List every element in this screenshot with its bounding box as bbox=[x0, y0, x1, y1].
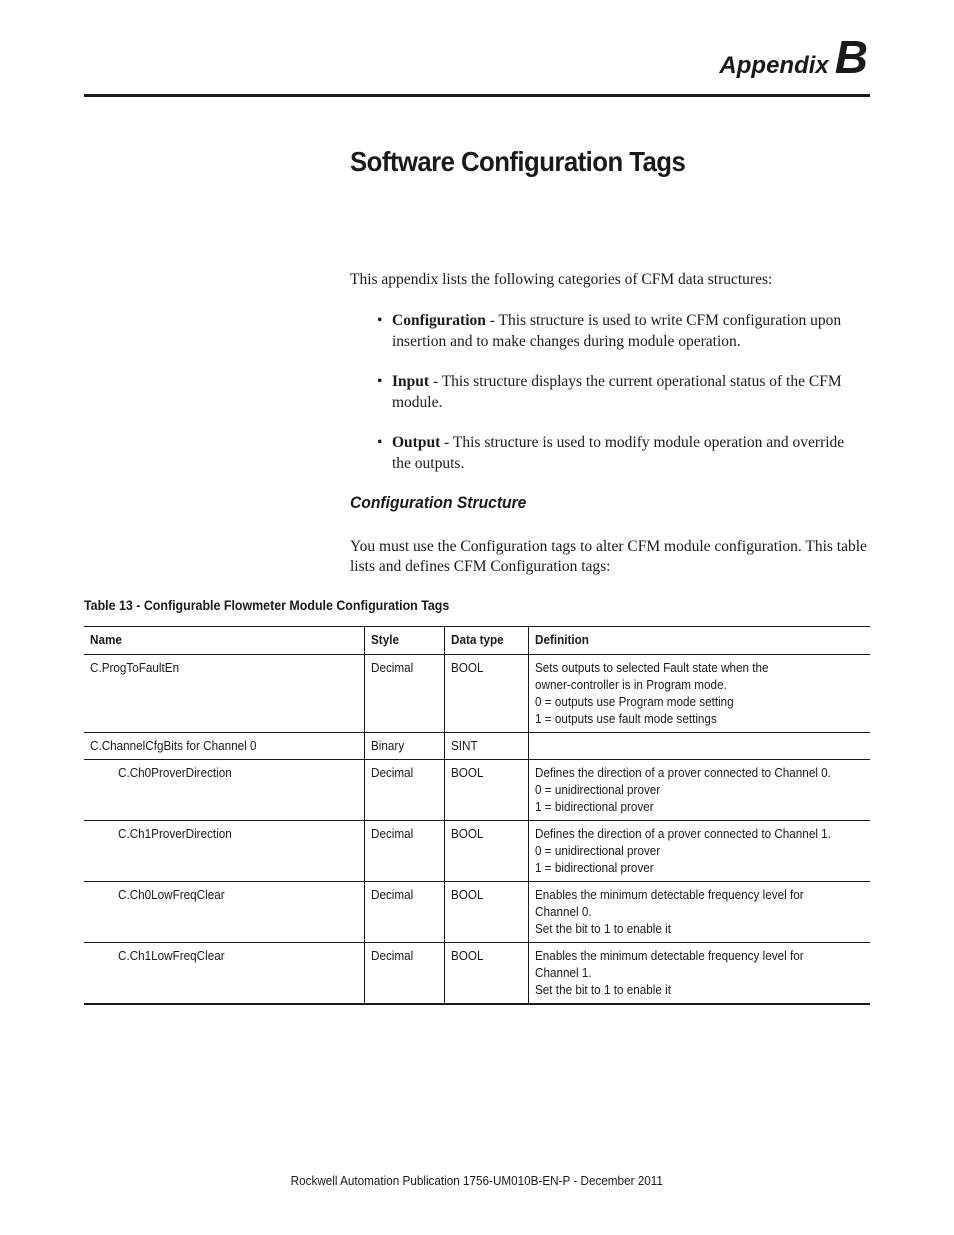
table-row bbox=[84, 655, 870, 733]
cell-name: C.ProgToFaultEn bbox=[84, 655, 364, 733]
publication-info: Rockwell Automation Publication 1756-UM010B-EN-P - December 2011 bbox=[290, 1173, 664, 1188]
table-row bbox=[84, 882, 870, 943]
bullet-icon: • bbox=[377, 373, 383, 390]
cell-type: BOOL bbox=[444, 760, 528, 821]
bullet-term: Configuration bbox=[392, 312, 486, 329]
cell-name: C.Ch1LowFreqClear bbox=[84, 943, 364, 1005]
cell-style: Binary bbox=[364, 733, 444, 760]
cell-name: C.Ch1ProverDirection bbox=[84, 821, 364, 882]
appendix-label: Appendix bbox=[719, 52, 829, 79]
cell-type: BOOL bbox=[444, 882, 528, 943]
table-row bbox=[84, 821, 870, 882]
cell-style: Decimal bbox=[364, 943, 444, 1005]
bullet-icon: • bbox=[377, 434, 383, 451]
cell-definition: Enables the minimum detectable frequency level for Channel 1. Set the bit to 1 to enable it bbox=[528, 943, 870, 1005]
cell-style: Decimal bbox=[364, 882, 444, 943]
header-definition: Definition bbox=[528, 627, 870, 655]
bullet-icon: • bbox=[377, 312, 383, 329]
cell-definition bbox=[528, 733, 870, 760]
cell-type: BOOL bbox=[444, 655, 528, 733]
cell-style: Decimal bbox=[364, 655, 444, 733]
bullet-term: Output bbox=[392, 434, 441, 451]
table-row bbox=[84, 733, 870, 760]
appendix-letter: B bbox=[834, 31, 868, 83]
table-caption: Table 13 - Configurable Flowmeter Module Configuration Tags bbox=[84, 598, 450, 613]
cell-type: SINT bbox=[444, 733, 528, 760]
list-item-configuration bbox=[377, 310, 857, 352]
table-row bbox=[84, 943, 870, 1005]
table-header-row bbox=[84, 627, 870, 655]
category-list bbox=[377, 310, 857, 493]
cell-type: BOOL bbox=[444, 821, 528, 882]
cell-name: C.ChannelCfgBits for Channel 0 bbox=[84, 733, 364, 760]
bullet-term: Input bbox=[392, 373, 430, 390]
configuration-tags-table bbox=[84, 626, 870, 1005]
section-paragraph: You must use the Configuration tags to alter CFM module configuration. This table lists and defines CFM Configuration tags: bbox=[350, 538, 867, 575]
bullet-text: - This structure is used to modify module operation and override the outputs. bbox=[392, 434, 845, 472]
bullet-text: - This structure displays the current operational status of the CFM module. bbox=[392, 373, 842, 411]
page-footer bbox=[0, 1173, 954, 1188]
cell-name: C.Ch0LowFreqClear bbox=[84, 882, 364, 943]
cell-definition: Defines the direction of a prover connected to Channel 1. 0 = unidirectional prover 1 = bidirectional prover bbox=[528, 821, 870, 882]
table-row bbox=[84, 760, 870, 821]
list-item-input bbox=[377, 371, 857, 413]
bullet-text: - This structure is used to write CFM configuration upon insertion and to make changes during module operation. bbox=[392, 312, 842, 350]
list-item-output bbox=[377, 432, 857, 474]
header-rule bbox=[84, 94, 870, 97]
appendix-header bbox=[719, 30, 868, 84]
header-name: Name bbox=[84, 627, 364, 655]
section-subheading: Configuration Structure bbox=[350, 493, 527, 512]
intro-text: This appendix lists the following categories of CFM data structures: bbox=[350, 271, 773, 288]
cell-style: Decimal bbox=[364, 760, 444, 821]
header-data-type: Data type bbox=[444, 627, 528, 655]
cell-type: BOOL bbox=[444, 943, 528, 1005]
header-style: Style bbox=[364, 627, 444, 655]
cell-name: C.Ch0ProverDirection bbox=[84, 760, 364, 821]
cell-definition: Sets outputs to selected Fault state when the owner-controller is in Program mode. 0 = outputs use Program mode setting 1 = outputs use fault mode settings bbox=[528, 655, 870, 733]
cell-definition: Enables the minimum detectable frequency level for Channel 0. Set the bit to 1 to enable it bbox=[528, 882, 870, 943]
cell-definition: Defines the direction of a prover connected to Channel 0. 0 = unidirectional prover 1 = bidirectional prover bbox=[528, 760, 870, 821]
page-title: Software Configuration Tags bbox=[350, 146, 686, 177]
cell-style: Decimal bbox=[364, 821, 444, 882]
